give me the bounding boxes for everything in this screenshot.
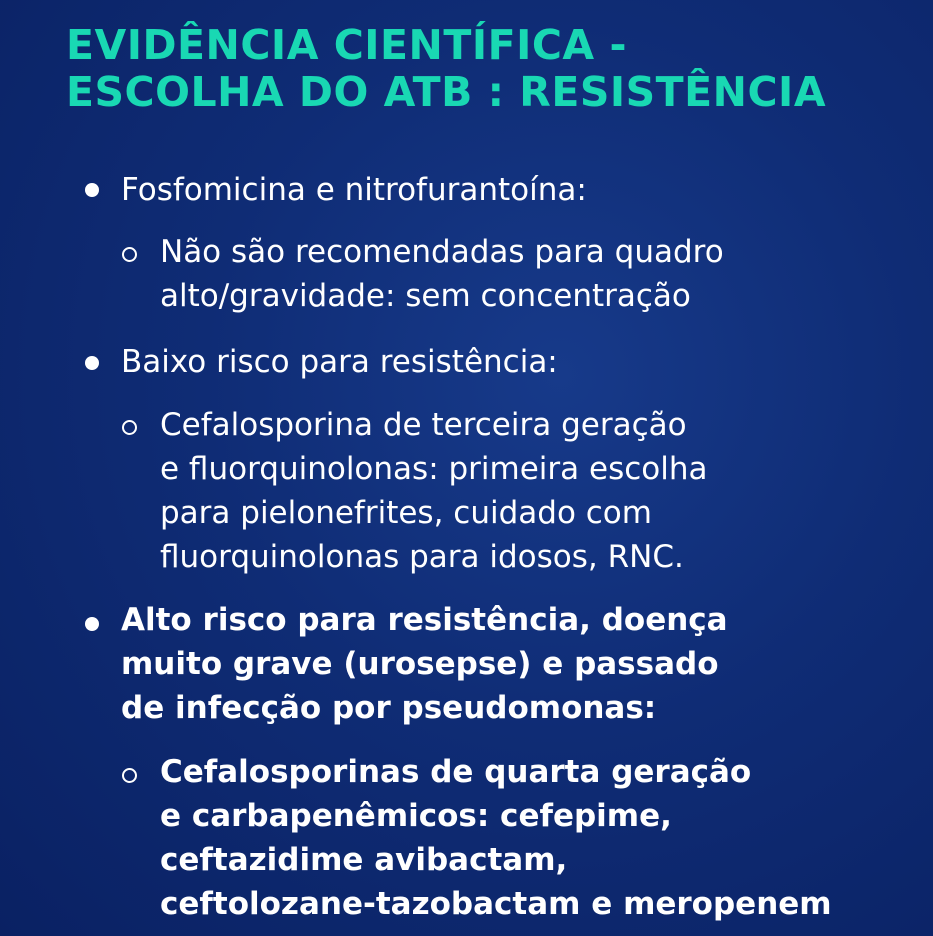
sub-item-line: e fluorquinolonas: primeira escolha <box>160 451 708 487</box>
hollow-bullet-icon <box>122 420 137 435</box>
hollow-bullet-icon <box>122 768 137 783</box>
bullet-item-alto-risco <box>121 598 728 730</box>
sub-item-line: e carbapenêmicos: cefepime, <box>160 798 672 834</box>
bullet-line: Fosfomicina e nitrofurantoína: <box>121 172 587 208</box>
bullet-line: Alto risco para resistência, doença <box>121 602 728 638</box>
sub-item-cefalosporinas-quarta <box>160 750 832 926</box>
sub-item-line: para pielonefrites, cuidado com <box>160 495 652 531</box>
sub-item-line: Cefalosporinas de quarta geração <box>160 754 752 790</box>
sub-item-line: Não são recomendadas para quadro <box>160 234 724 270</box>
sub-item-line: alto/gravidade: sem concentração <box>160 278 691 314</box>
sub-item-line: Cefalosporina de terceira geração <box>160 407 687 443</box>
bullet-line: muito grave (urosepse) e passado <box>121 646 719 682</box>
sub-item-line: fluorquinolonas para idosos, RNC. <box>160 539 684 575</box>
sub-item-cefalosporina-terceira <box>160 403 708 579</box>
sub-item-line: ceftolozane-tazobactam e meropenem <box>160 886 832 922</box>
slide-title-line-1: EVIDÊNCIA CIENTÍFICA - <box>66 21 627 69</box>
bullet-item-baixo-risco <box>121 340 558 384</box>
sub-item-nao-recomendadas <box>160 230 724 318</box>
hollow-bullet-icon <box>122 247 137 262</box>
filled-bullet-icon <box>85 183 99 197</box>
slide-title <box>66 22 826 116</box>
bullet-item-fosfomicina <box>121 168 587 212</box>
bullet-line: de infecção por pseudomonas: <box>121 690 657 726</box>
filled-bullet-icon <box>85 617 99 631</box>
sub-item-line: ceftazidime avibactam, <box>160 842 568 878</box>
slide-title-line-2: ESCOLHA DO ATB : RESISTÊNCIA <box>66 68 827 116</box>
bullet-line: Baixo risco para resistência: <box>121 344 558 380</box>
filled-bullet-icon <box>85 356 99 370</box>
